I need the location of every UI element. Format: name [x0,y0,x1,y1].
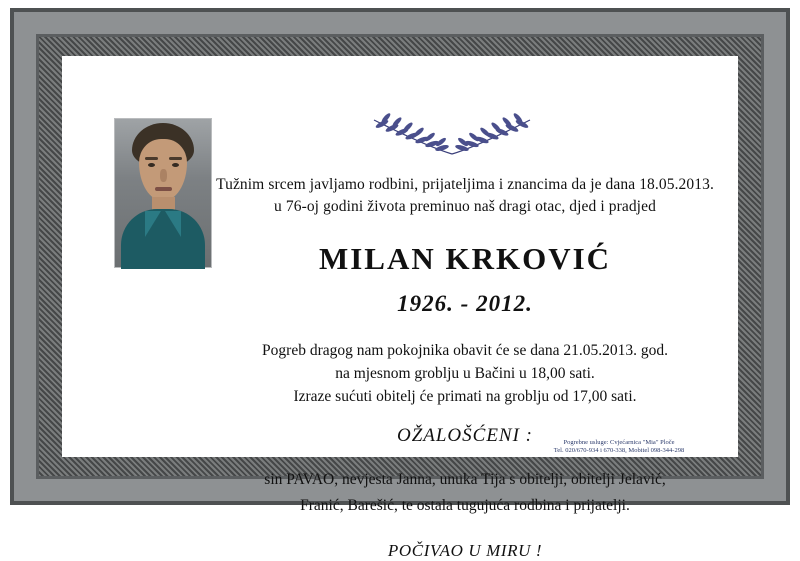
laurel-branch-ornament [362,114,542,160]
mourners-line-2: Franić, Barešić, te ostala tugujuća rodbina i prijatelji. [300,497,630,515]
funeral-line-2: na mjesnom groblju u Bačini u 18,00 sati. [335,365,595,383]
portrait-brow-right [169,157,182,160]
printer-credit-line-2: Tel. 020/670-934 i 670-338, Mobitel 098-344-298 [553,446,685,454]
mourners-list [212,467,718,520]
portrait-eye-right [172,163,179,167]
mourners-title: OŽALOŠĆENI : [396,424,534,446]
deceased-name: MILAN KRKOVIĆ [318,240,612,276]
printer-credit [514,439,724,455]
intro-line-2: u 76-oj godini života preminuo naš dragi otac, djed i pradjed [274,198,656,216]
funeral-line-3: Izraze sućuti obitelj će primati na groblju od 17,00 sati. [293,388,637,406]
intro-line-1: Tužnim srcem javljamo rodbini, prijateljima i znancima da je dana 18.05.2013. [216,176,714,193]
portrait-brow-left [145,157,158,160]
portrait-photo [114,118,212,268]
printer-credit-line-1: Pogrebne usluge: Cvjećarnica "Mia" Ploče [563,438,675,446]
portrait-collar-left [145,211,161,237]
portrait-mouth [155,187,172,191]
funeral-line-1: Pogreb dragog nam pokojnika obavit će se dana 21.05.2013. god. [262,341,668,359]
portrait-nose [160,169,167,182]
portrait-collar-right [165,211,181,237]
life-years: 1926. - 2012. [397,290,533,316]
rest-in-peace: POČIVAO U MIRU ! [387,541,543,561]
funeral-details [212,339,718,409]
obituary-frame [10,8,790,561]
obituary-card [62,56,738,561]
portrait-eye-left [148,163,155,167]
obituary-text [212,174,718,561]
decorative-border [14,12,786,561]
portrait-shirt [121,209,205,269]
mourners-line-1: sin PAVAO, nevjesta Janna, unuka Tija s obitelji, obitelji Jelavić, [264,470,666,488]
